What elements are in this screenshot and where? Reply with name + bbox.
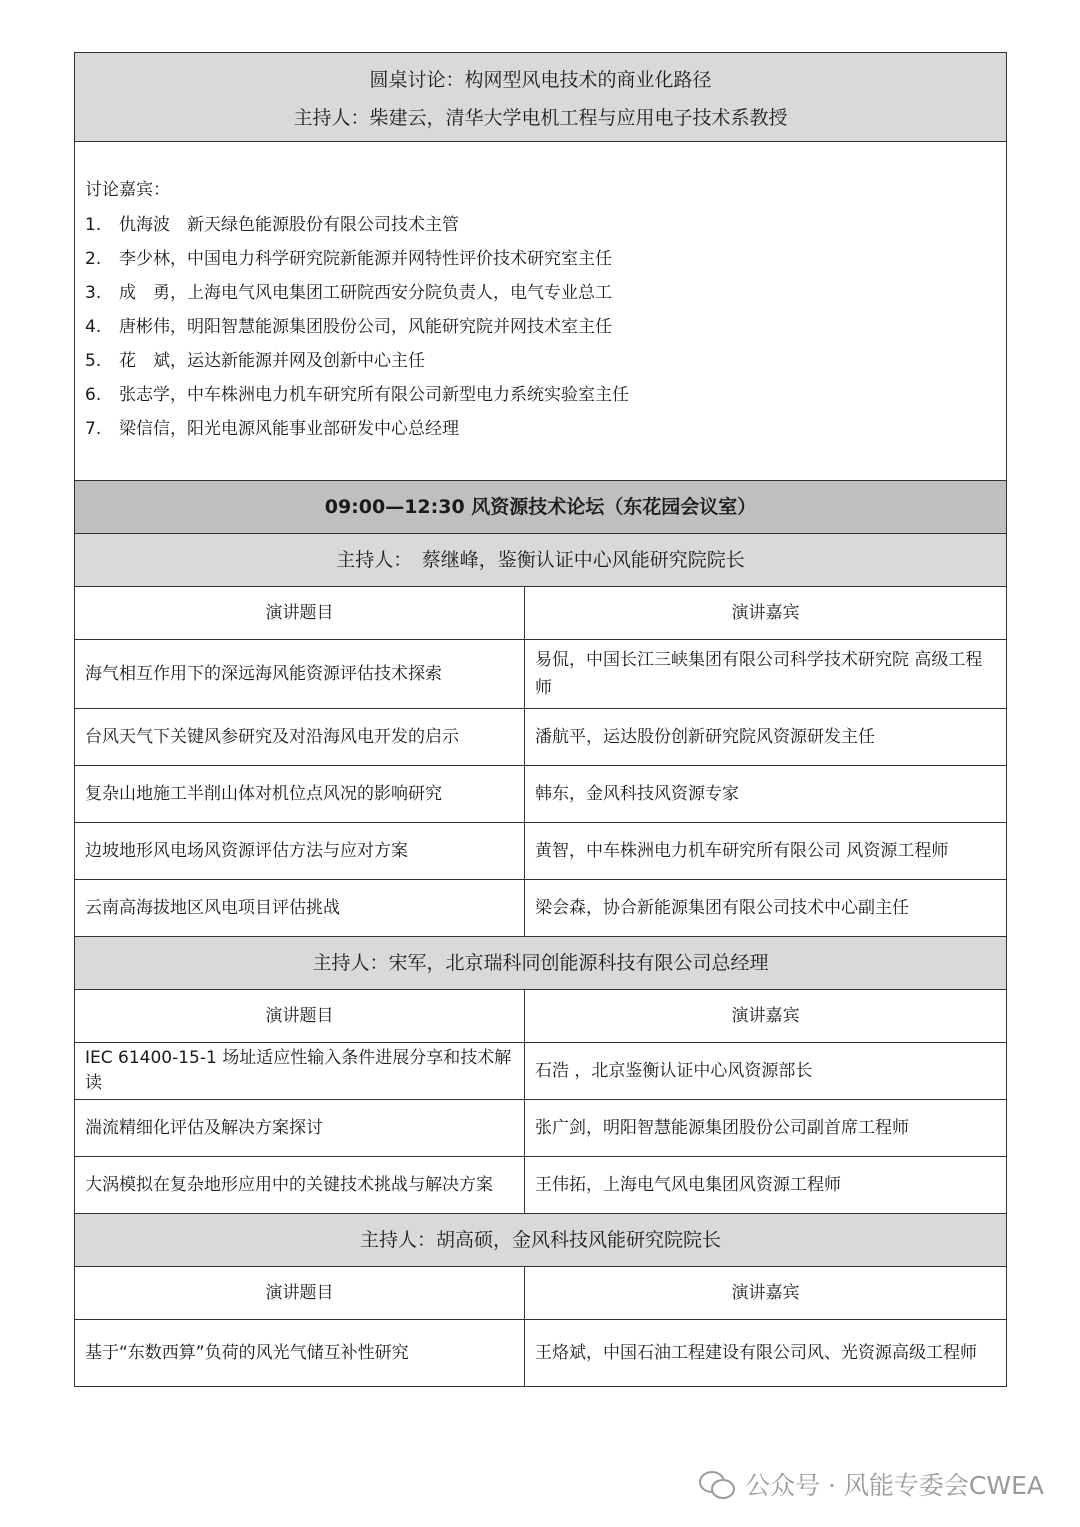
speaker-cell: 梁会森，协合新能源集团有限公司技术中心副主任 [525, 880, 1007, 937]
guest-item: 5. 花 斌，运达新能源并网及创新中心主任 [85, 351, 425, 371]
topic-cell: 台风天气下关键风参研究及对沿海风电开发的启示 [75, 709, 525, 766]
topic-cell: 大涡模拟在复杂地形应用中的关键技术挑战与解决方案 [75, 1157, 525, 1214]
wechat-icon [699, 1469, 735, 1499]
topic-cell: 海气相互作用下的深远海风能资源评估技术探索 [75, 640, 525, 709]
guest-item: 3. 成 勇，上海电气风电集团工研院西安分院负责人，电气专业总工 [85, 283, 612, 303]
column-header-row [75, 990, 1007, 1043]
session-host-row [75, 534, 1007, 587]
topic-cell: 基于“东数西算”负荷的风光气储互补性研究 [75, 1320, 525, 1387]
column-header-row [75, 587, 1007, 640]
guest-item: 7. 梁信信，阳光电源风能事业部研发中心总经理 [85, 419, 459, 439]
watermark-text: 公众号 · 风能专委会CWEA [745, 1471, 1044, 1500]
col-topic-header: 演讲题目 [75, 990, 525, 1043]
col-speaker-header: 演讲嘉宾 [525, 990, 1007, 1043]
agenda-document [74, 52, 1006, 1387]
col-topic-header: 演讲题目 [75, 587, 525, 640]
roundtable-header-row [75, 53, 1007, 142]
forum-title-row [75, 481, 1007, 534]
table-row [75, 709, 1007, 766]
topic-cell: 湍流精细化评估及解决方案探讨 [75, 1100, 525, 1157]
guest-item: 2. 李少林，中国电力科学研究院新能源并网特性评价技术研究室主任 [85, 249, 612, 269]
speaker-cell: 易侃，中国长江三峡集团有限公司科学技术研究院 高级工程师 [525, 640, 1007, 709]
col-speaker-header: 演讲嘉宾 [525, 1267, 1007, 1320]
session-host: 主持人：胡高硕，金风科技风能研究院院长 [75, 1214, 1007, 1267]
table-row [75, 1100, 1007, 1157]
watermark [699, 1466, 1044, 1502]
speaker-cell: 石浩 ，北京鉴衡认证中心风资源部长 [525, 1043, 1007, 1100]
roundtable-host: 主持人：柴建云，清华大学电机工程与应用电子技术系教授 [293, 107, 788, 129]
topic-cell: 复杂山地施工半削山体对机位点风况的影响研究 [75, 766, 525, 823]
topic-cell: 边坡地形风电场风资源评估方法与应对方案 [75, 823, 525, 880]
table-row [75, 1320, 1007, 1387]
speaker-cell: 王烙斌，中国石油工程建设有限公司风、光资源高级工程师 [525, 1320, 1007, 1387]
speaker-cell: 王伟拓，上海电气风电集团风资源工程师 [525, 1157, 1007, 1214]
col-speaker-header: 演讲嘉宾 [525, 587, 1007, 640]
session-host: 主持人：宋军，北京瑞科同创能源科技有限公司总经理 [75, 937, 1007, 990]
guest-item: 6. 张志学，中车株洲电力机车研究所有限公司新型电力系统实验室主任 [85, 385, 629, 405]
forum-title: 09:00—12:30 风资源技术论坛（东花园会议室） [75, 481, 1007, 534]
col-topic-header: 演讲题目 [75, 1267, 525, 1320]
session-host-row [75, 1214, 1007, 1267]
speaker-cell: 黄智，中车株洲电力机车研究所有限公司 风资源工程师 [525, 823, 1007, 880]
table-row [75, 1157, 1007, 1214]
guests-label: 讨论嘉宾： [85, 180, 170, 200]
table-row [75, 640, 1007, 709]
speaker-cell: 韩东，金风科技风资源专家 [525, 766, 1007, 823]
table-row [75, 766, 1007, 823]
table-row [75, 880, 1007, 937]
topic-cell: IEC 61400-15-1 场址适应性输入条件进展分享和技术解读 [75, 1043, 525, 1100]
roundtable-title: 圆桌讨论：构网型风电技术的商业化路径 [369, 69, 712, 91]
topic-cell: 云南高海拔地区风电项目评估挑战 [75, 880, 525, 937]
guest-list [75, 142, 1006, 476]
speaker-cell: 潘航平，运达股份创新研究院风资源研发主任 [525, 709, 1007, 766]
agenda-table [74, 52, 1007, 1387]
session-host-row [75, 937, 1007, 990]
session-host: 主持人： 蔡继峰，鉴衡认证中心风能研究院院长 [75, 534, 1007, 587]
column-header-row [75, 1267, 1007, 1320]
table-row [75, 823, 1007, 880]
guest-item: 4. 唐彬伟，明阳智慧能源集团股份公司，风能研究院并网技术室主任 [85, 317, 612, 337]
table-row [75, 1043, 1007, 1100]
guest-item: 1. 仇海波 新天绿色能源股份有限公司技术主管 [85, 215, 459, 235]
speaker-cell: 张广剑，明阳智慧能源集团股份公司副首席工程师 [525, 1100, 1007, 1157]
roundtable-guests-row [75, 142, 1007, 481]
